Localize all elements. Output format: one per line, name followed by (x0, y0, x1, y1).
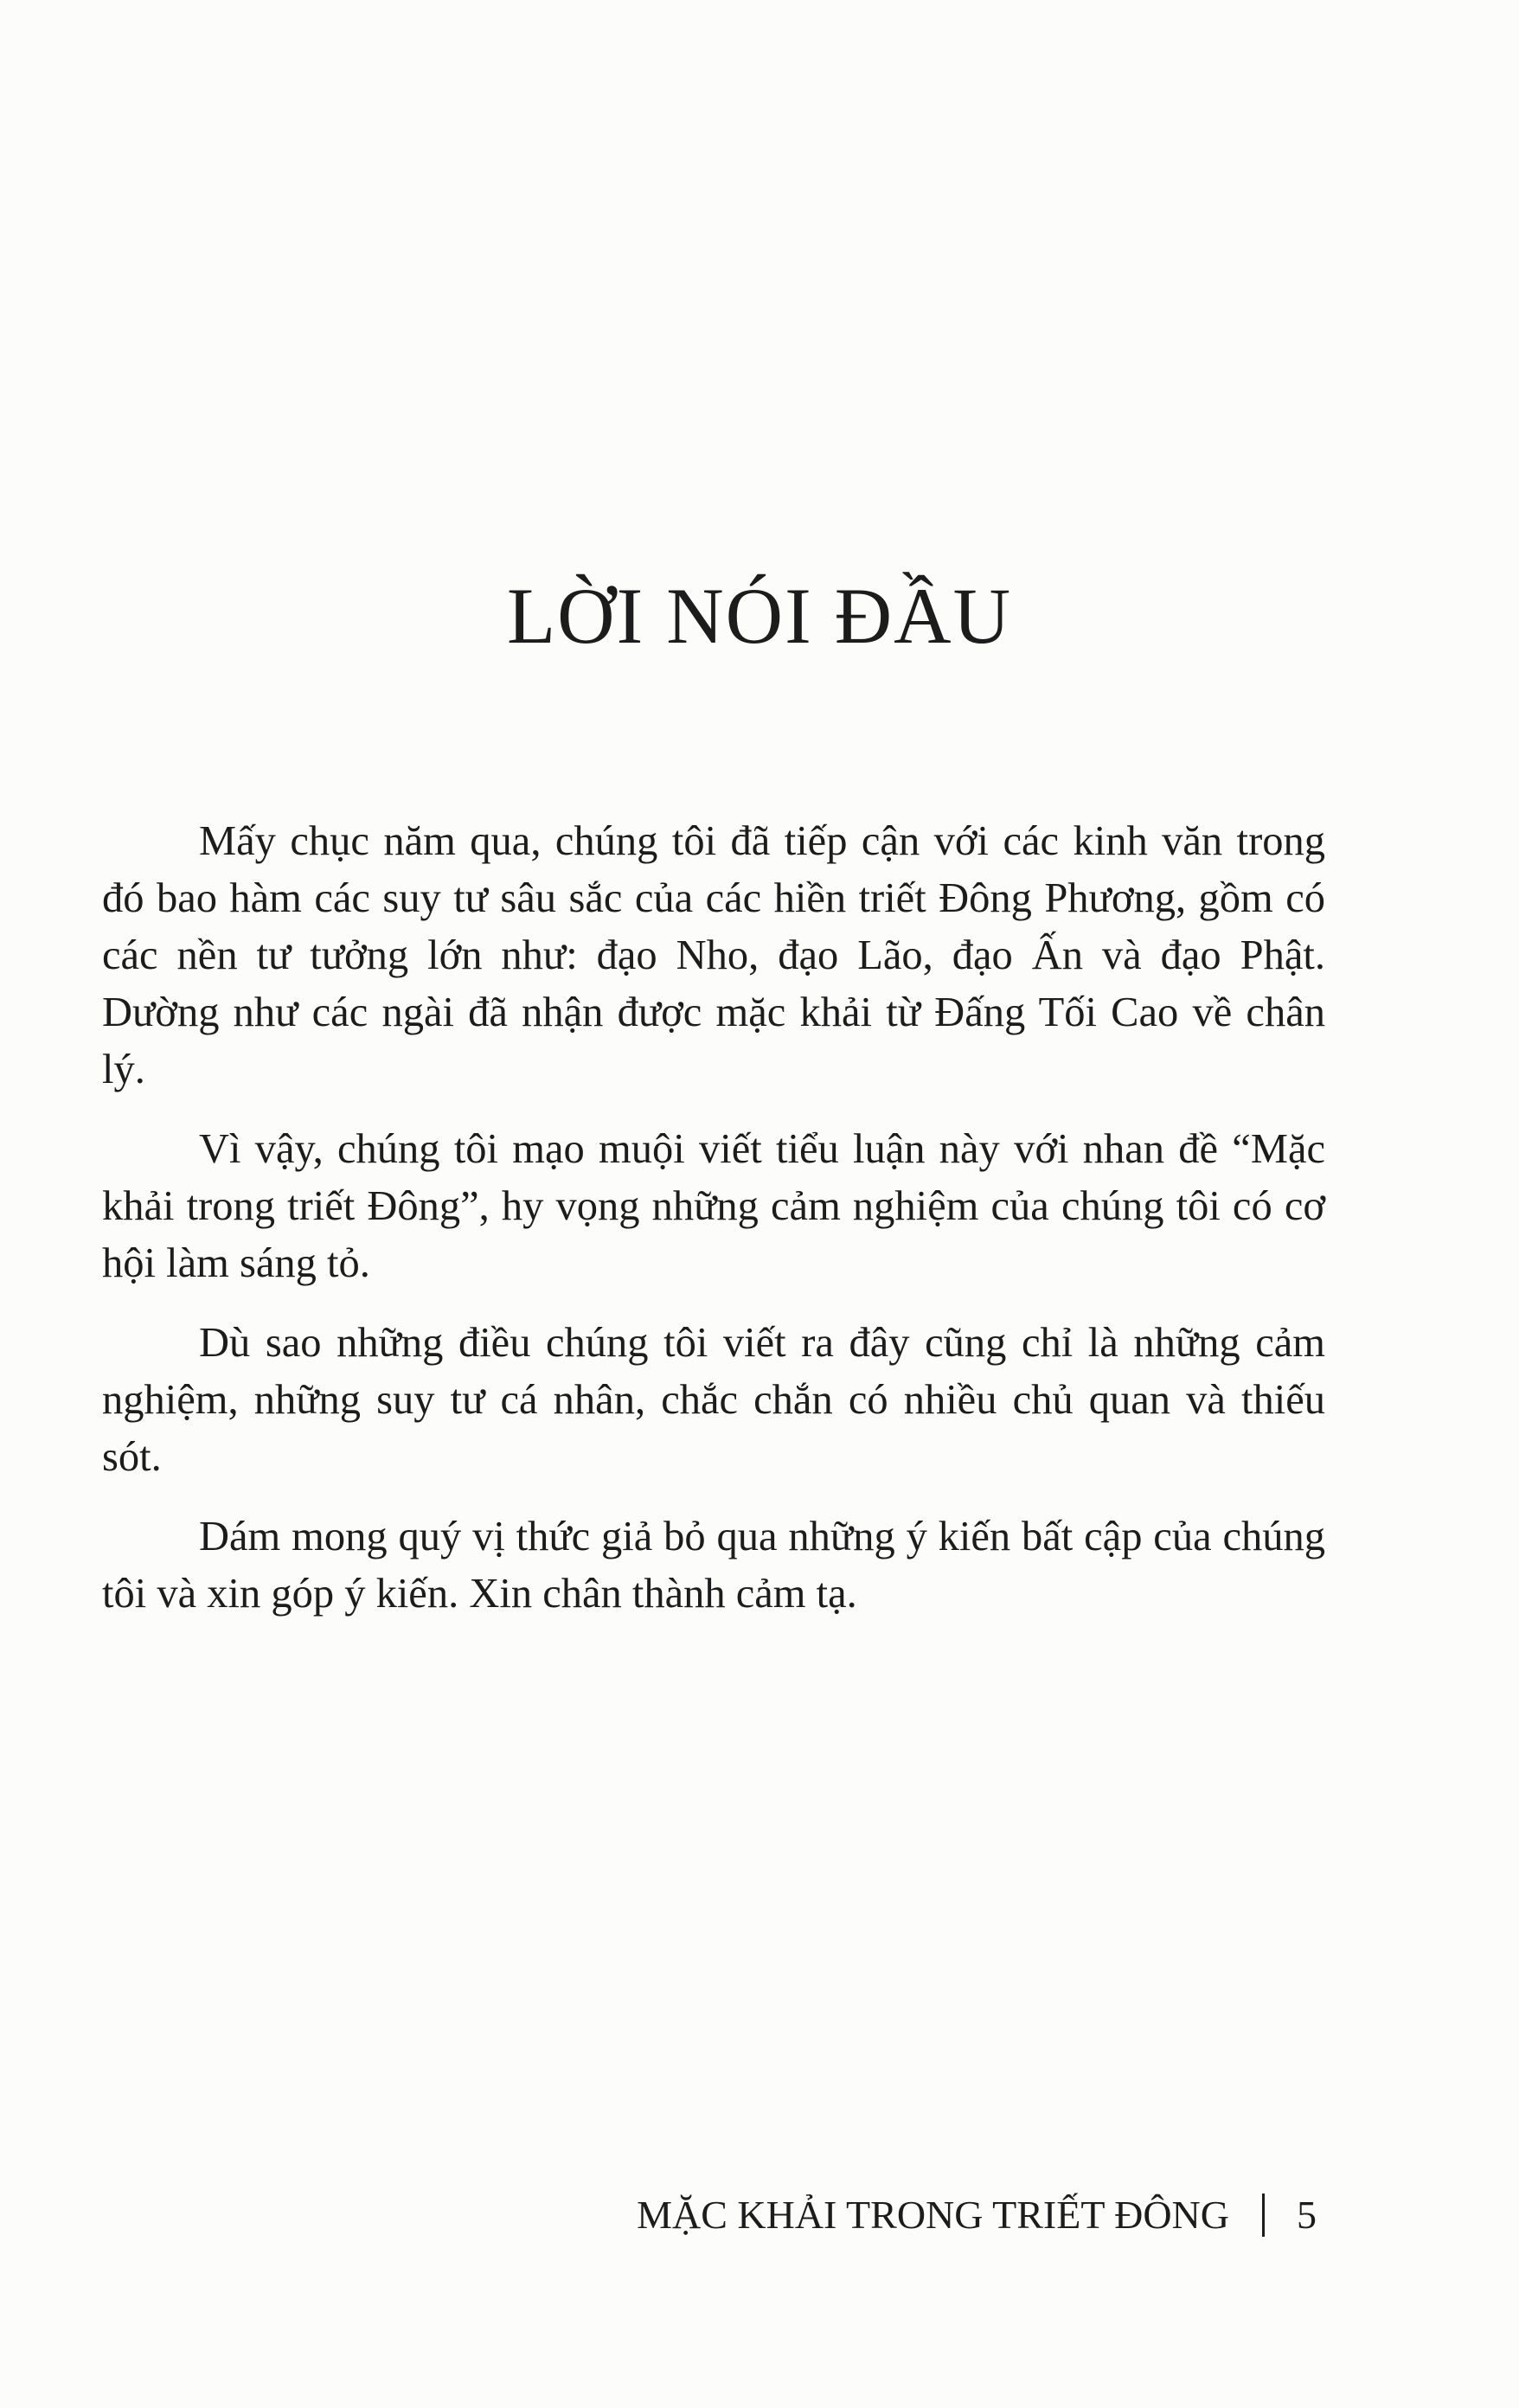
paragraph-3: Dù sao những điều chúng tôi viết ra đây cũng chỉ là những cảm nghiệm, những suy tư cá nhân, chắc chắn có nhiều chủ quan và thiếu sót. (102, 1320, 1325, 1480)
paragraph-4: Dám mong quý vị thức giả bỏ qua những ý kiến bất cập của chúng tôi và xin góp ý kiến. Xin chân thành cảm tạ. (102, 1514, 1325, 1617)
paragraph-1: Mấy chục năm qua, chúng tôi đã tiếp cận với các kinh văn trong đó bao hàm các suy tư sâu sắc của các hiền triết Đông Phương, gồm có các nền tư tưởng lớn như: đạo Nho, đạo Lão, đạo Ấn và đạo Phật. Dường như các ngài đã nhận được mặc khải từ Đấng Tối Cao về chân lý. (102, 818, 1325, 1092)
footer-divider (1262, 2193, 1265, 2237)
footer-book-title: MẶC KHẢI TRONG TRIẾT ĐÔNG (637, 2193, 1229, 2238)
body-text (102, 813, 1325, 1645)
page-title: LỜI NÓI ĐẦU (506, 572, 1013, 660)
page-number: 5 (1297, 2193, 1317, 2238)
running-footer (637, 2192, 1317, 2237)
paragraph-2: Vì vậy, chúng tôi mạo muội viết tiểu luận này với nhan đề “Mặc khải trong triết Đông”, hy vọng những cảm nghiệm của chúng tôi có cơ hội làm sáng tỏ. (102, 1126, 1325, 1286)
